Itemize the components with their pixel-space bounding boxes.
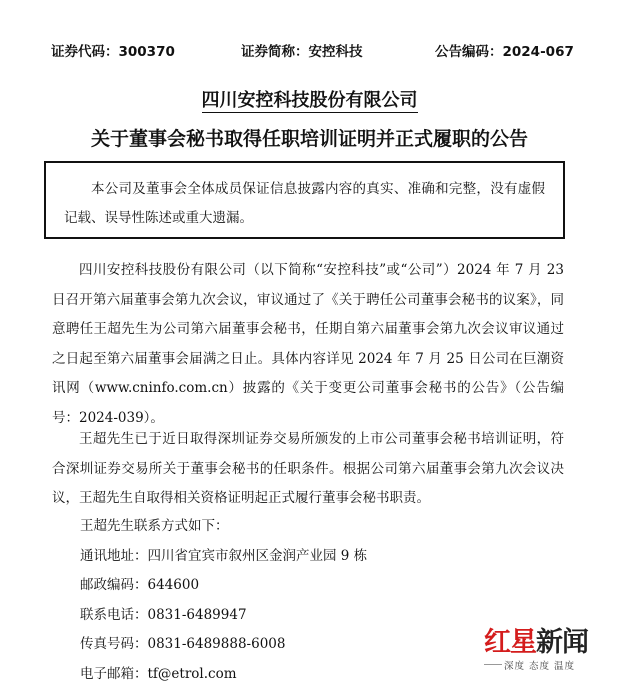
document-header: [0, 38, 619, 60]
watermark-brand-black: 新闻: [536, 627, 588, 658]
company-name-text: 四川安控科技股份有限公司: [202, 90, 418, 113]
body-paragraph-1: 四川安控科技股份有限公司（以下简称“安控科技”或“公司”）2024 年 7 月 23 日召开第六届董事会第九次会议，审议通过了《关于聘任公司董事会秘书的议案》，同意聘任王超先生为公司第六届董事会秘书，任期自第六届董事会第九次会议审议通过之日起至第六届董事会届满之日止。具体内容详见 2024 年 7 月 25 日公司在巨潮资讯网（www.cninfo.com.cn）披露的《关于变更公司董事会秘书的公告》（公告编号：2024-039）。: [52, 256, 564, 433]
stock-short-name: 证券简称：安控科技: [241, 40, 363, 60]
watermark-brand: [484, 620, 588, 659]
body-paragraph-2: 王超先生已于近日取得深圳证券交易所颁发的上市公司董事会秘书培训证明，符合深圳证券交易所关于董事会秘书的任职条件。根据公司第六届董事会第九次会议决议，王超先生自取得相关资格证明起正式履行董事会秘书职责。: [52, 425, 564, 514]
watermark-tagline: 深度 态度 温度: [504, 658, 575, 672]
stock-code: 证券代码：300370: [51, 40, 175, 60]
watermark-logo: [484, 620, 614, 680]
contact-address: 通讯地址：四川省宜宾市叙州区金润产业园 9 栋: [80, 542, 367, 572]
document-title: 关于董事会秘书取得任职培训证明并正式履职的公告: [0, 124, 619, 151]
contact-fax: 传真号码：0831-6489888-6008: [80, 630, 367, 660]
company-name: [0, 86, 619, 112]
contact-list: [80, 512, 367, 689]
watermark-divider: [484, 664, 502, 665]
contact-phone: 联系电话：0831-6489947: [80, 601, 367, 631]
notice-number: 公告编码：2024-067: [435, 40, 574, 60]
watermark-brand-red: 红星: [484, 627, 536, 658]
contact-intro: 王超先生联系方式如下：: [80, 512, 367, 542]
contact-postcode: 邮政编码：644600: [80, 571, 367, 601]
disclaimer-box: 本公司及董事会全体成员保证信息披露内容的真实、准确和完整，没有虚假记载、误导性陈述或重大遗漏。: [44, 161, 565, 239]
contact-email: 电子邮箱：tf@etrol.com: [80, 660, 367, 689]
